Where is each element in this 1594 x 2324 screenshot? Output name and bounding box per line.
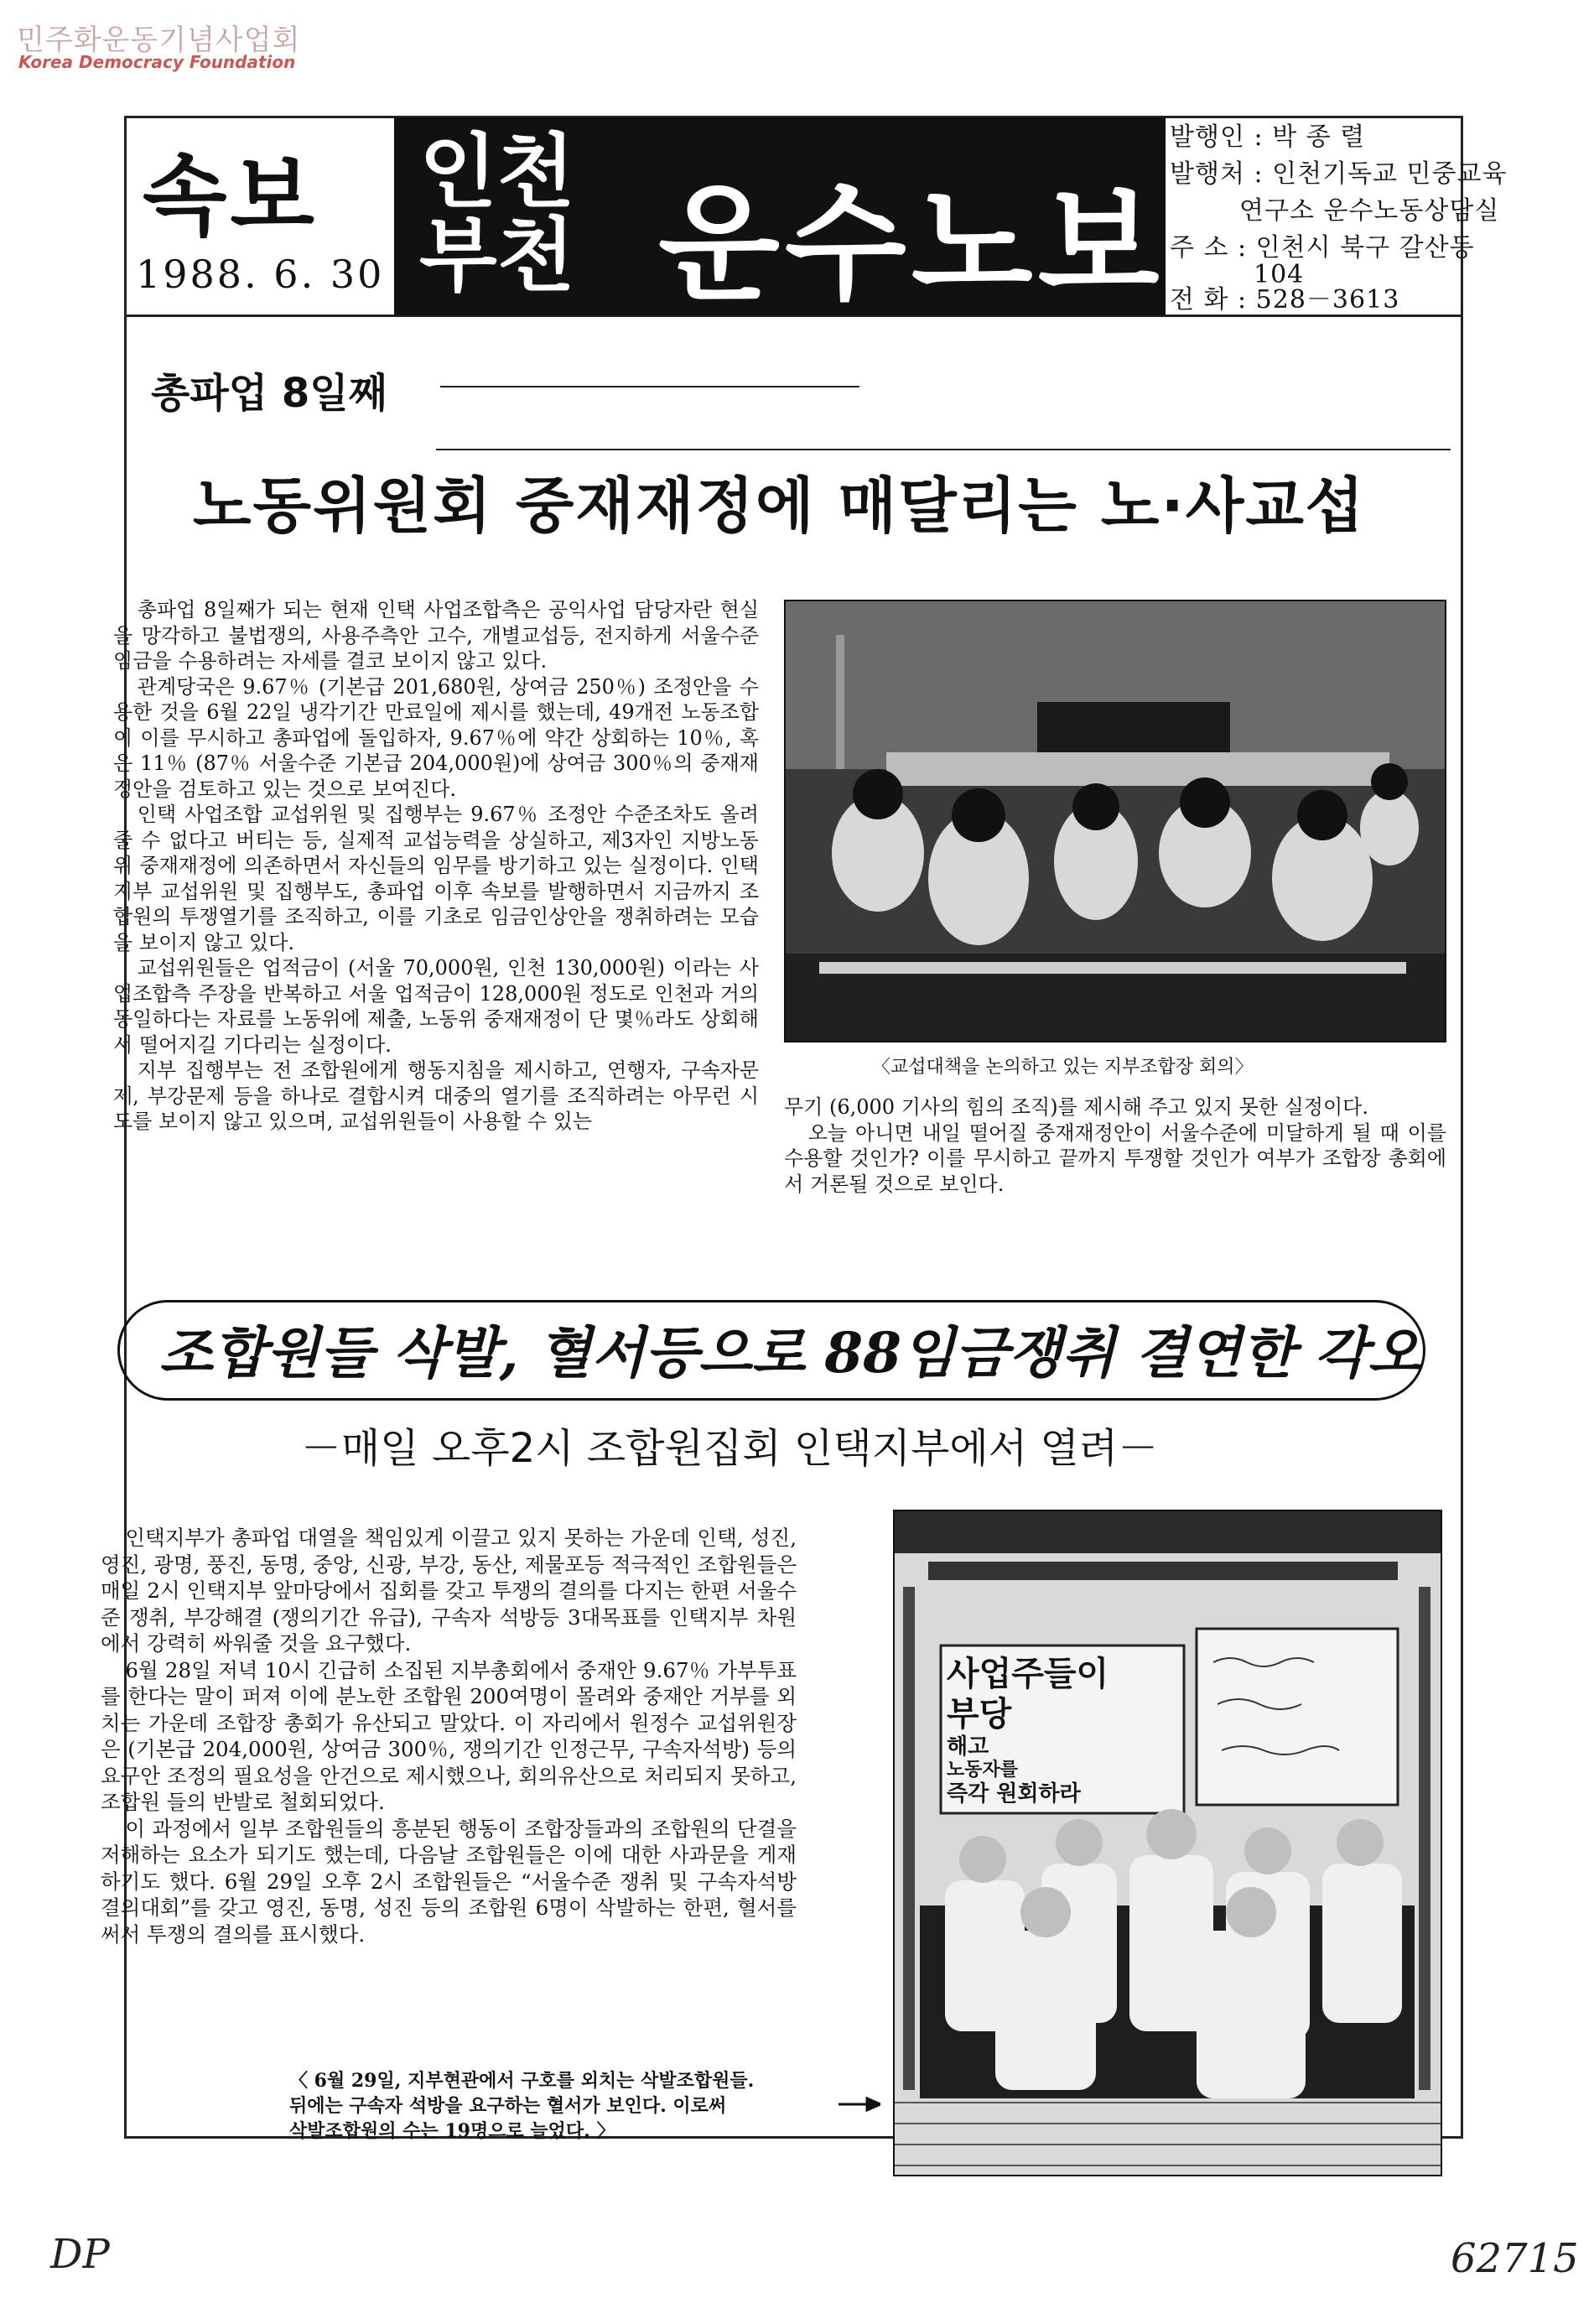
paper-name: 운수노보 [658, 172, 1165, 318]
publisher-line: 연구소 운수노동상담실 [1239, 196, 1500, 226]
paragraph: 인택 사업조합 교섭위원 및 집행부는 9.67％ 조정안 수준조차도 올려줄 수 없다고 버티는 등, 실제적 교섭능력을 상실하고, 제3자인 지방노동위 중재재정에 의존하면서 자신들의 임무를 방기하고 있는 실정이다. 인택지부 교섭위원 및 집행부도, 총파업 이후 속보를 발행하면서 지금까지 조합원의 투쟁열기를 조직하고, 이를 기초로 임금인상안을 쟁취하려는 모습을 보이지 않고 있다. [113, 803, 759, 954]
article1-continuation [784, 1094, 1446, 1197]
protest-photo-image [895, 1511, 1441, 2175]
headline-rule [436, 449, 1451, 450]
paragraph: 총파업 8일째가 되는 현재 인택 사업조합측은 공익사업 담당자란 현실을 망각하고 불법쟁의, 사용주측안 고수, 개별교섭등, 전지하게 서울수준 임금을 수용하려는 자세를 결코 보이지 않고 있다. [113, 598, 759, 673]
protest-photo [893, 1510, 1442, 2176]
publisher-line: 104 [1254, 260, 1305, 289]
paragraph: 무기 (6,000 기사의 힘의 조직)를 제시해 주고 있지 못한 실정이다. [784, 1095, 1368, 1119]
paragraph: 6월 28일 저녁 10시 긴급히 소집된 지부총회에서 중재안 9.67％ 가부투표를 한다는 말이 퍼져 이에 분노한 조합원 200여명이 몰려와 중재안 거부를 외치는 가운데 조합장 총회가 유산되고 말았다. 이 자리에서 원정수 교섭위원장은 (기본급 204,000원, 상여금 300％, 쟁의기간 인정근무, 구속자석방) 등의 요구안 조정의 필요성을 안건으로 제시했으나, 회의유산으로 처리되지 못하고, 조합원 들의 반발로 철회되었다. [101, 1657, 797, 1814]
watermark-subtitle: Korea Democracy Foundation [18, 52, 296, 72]
article1-body [113, 597, 759, 1135]
kicker-rule [440, 386, 859, 387]
meeting-photo [784, 600, 1446, 1042]
bulletin-badge: 속보 [143, 145, 318, 247]
poster-line: 즉각 원회하라 [947, 1781, 1081, 1807]
kicker: 총파업 8일째 [151, 370, 387, 417]
paragraph: 이 과정에서 일부 조합원들의 흥분된 행동이 조합장들과의 조합원의 단결을 저해하는 요소가 되기도 했는데, 다음날 조합원들은 이에 대한 사과문을 게재하기도 했다. 6월 29일 오후 2시 조합원들은 “서울수준 쟁취 및 구속자석방 결의대회”를 갖고 영진, 동명, 성진 등의 조합원 6명이 삭발하는 한편, 혈서를 써서 투쟁의 결의를 표시했다. [101, 1816, 797, 1947]
publisher-line: 주 소 : 인천시 북구 갈산동 [1170, 233, 1475, 263]
caption-line: 삭발조합원의 수는 19명으로 늘었다. 〉 [289, 2120, 615, 2142]
city-top: 인천 [419, 125, 575, 219]
poster-line: 노동자를 [947, 1760, 1019, 1781]
watermark-title: 민주화운동기념사업회 [17, 23, 301, 57]
paragraph: 관계당국은 9.67％ (기본급 201,680원, 상여금 250％) 조정안을 수용한 것을 6월 22일 냉각기간 만료일에 제시를 했는데, 49개전 노동조합이 이를 무시하고 총파업에 돌입하자, 9.67％에 약간 상회하는 10％, 혹은 11％ (87％ 서울수준 기본급 204,000원)에 상여금 300％의 중재재정안을 검토하고 있는 것으로 보여진다. [113, 674, 759, 801]
caption-line: 뒤에는 구속자 석방을 요구하는 혈서가 보인다. 이로써 [289, 2095, 727, 2117]
meeting-photo-image [786, 601, 1445, 1041]
poster-line: 부당 [947, 1695, 1012, 1734]
paragraph: 교섭위원들은 업적금이 (서울 70,000원, 인천 130,000원) 이라는 사업조합측 주장을 반복하고 서울 업적금이 128,000원 정도로 인천과 거의 동일하다는 자료를 노동위에 제출, 노동위 중재재정이 단 몇％라도 상회해서 떨어지길 기다리는 실정이다. [113, 956, 759, 1057]
meeting-photo-caption: 〈교섭대책을 논의하고 있는 지부조합장 회의〉 [872, 1057, 1254, 1078]
article1-headline: 노동위원회 중재재정에 매달리는 노·사교섭 [193, 471, 1366, 541]
poster-line: 해고 [947, 1734, 989, 1760]
article2-body [101, 1525, 797, 1947]
arrow-icon [839, 2097, 880, 2112]
paragraph: 인택지부가 총파업 대열을 책임있게 이끌고 있지 못하는 가운데 인택, 성진, 영진, 광명, 풍진, 동명, 중앙, 신광, 부강, 동산, 제물포등 적극적인 조합원들은 매일 2시 인택지부 앞마당에서 집회를 갖고 투쟁의 결의를 다지는 한편 서울수준 쟁취, 부강해결 (쟁의기간 유급), 구속자 석방등 3대목표를 인택지부 차원에서 강력히 싸워줄 것을 요구했다. [101, 1526, 797, 1656]
paragraph: 오늘 아니면 내일 떨어질 중재재정안이 서울수준에 미달하게 될 때 이를 수용할 것인가? 이를 무시하고 끝까지 투쟁할 것인가 여부가 조합장 총회에서 거론될 것으로 보인다. [784, 1120, 1446, 1196]
handwritten-mark-left: DP [50, 2231, 110, 2278]
caption-line: 〈 6월 29일, 지부현관에서 구호를 외치는 삭발조합원들. [289, 2070, 755, 2092]
city-bottom: 부천 [419, 209, 575, 303]
article2-subheadline: －매일 오후2시 조합원집회 인택지부에서 열려－ [300, 1425, 1159, 1472]
poster-line: 사업주들이 [947, 1655, 1109, 1693]
publisher-line: 발행처 : 인천기독교 민중교육 [1170, 159, 1508, 189]
issue-date: 1988. 6. 30 [136, 252, 385, 297]
publisher-line: 전 화 : 528－3613 [1170, 285, 1400, 315]
protest-photo-caption [289, 2068, 876, 2144]
handwritten-mark-right: 62715 [1451, 2235, 1579, 2282]
protest-poster [947, 1654, 1109, 1807]
paragraph: 지부 집행부는 전 조합원에게 행동지침을 제시하고, 연행자, 구속자문제, 부강문제 등을 하나로 결합시켜 대중의 열기를 조직하려는 아무런 시도를 보이지 않고 있으며, 교섭위원들이 사용할 수 있는 [113, 1058, 759, 1133]
article2-headline: 조합원들 삭발, 혈서등으로 88임금쟁취 결연한 각오 [159, 1320, 1421, 1386]
publisher-line: 발행인 : 박 종 렬 [1170, 122, 1366, 152]
